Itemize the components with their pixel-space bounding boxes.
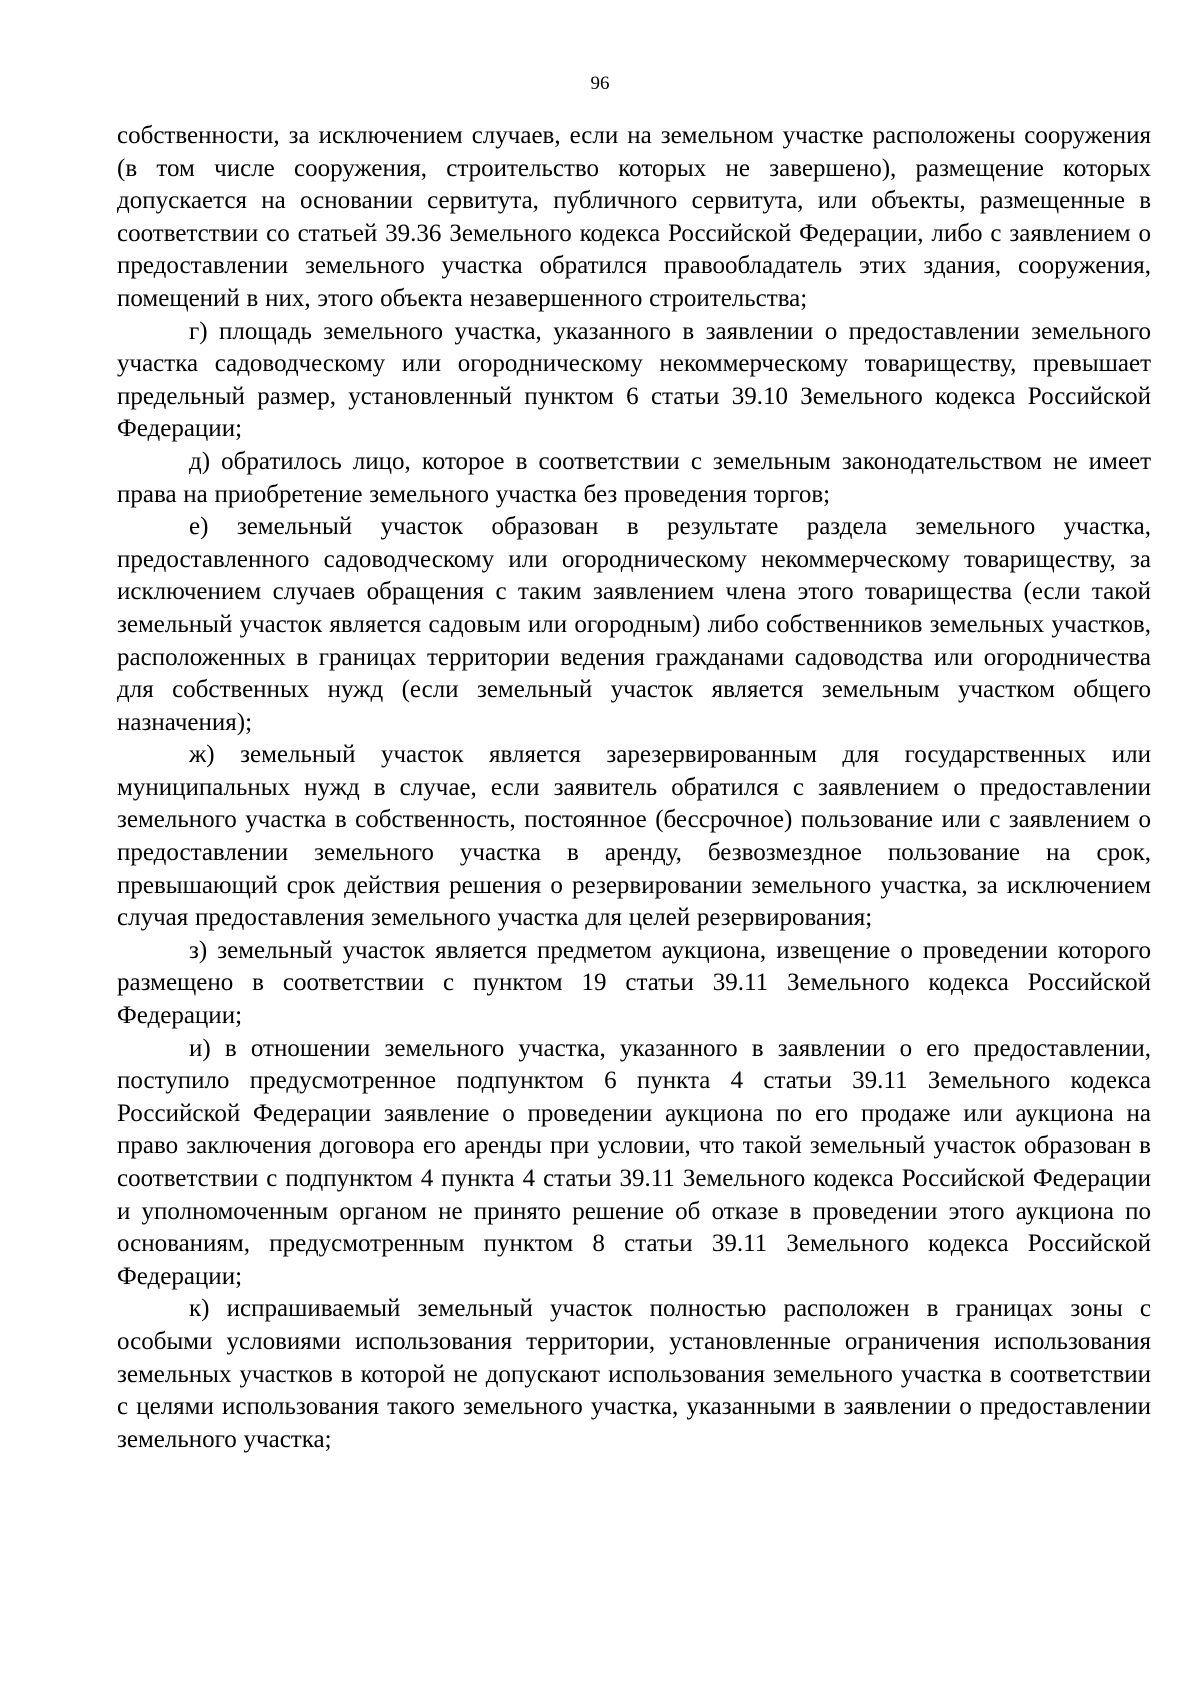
paragraph-item-zh: ж) земельный участок является зарезервированным для государственных или муниципальных нужд в случае, если заявитель обратился с заявлением о предоставлении земельного участка в собственность, постоянное (бессрочное) пользование или с заявлением о предоставлении земельного участка в аренду, безвозмездное пользование на срок, превышающий срок действия решения о резервировании земельного участка, за исключением случая предоставления земельного участка для целей резервирования;: [117, 741, 1151, 932]
paragraph-item-z: з) земельный участок является предметом аукциона, извещение о проведении которого размещено в соответствии с пунктом 19 статьи 39.11 Земельного кодекса Российской Федерации;: [117, 936, 1151, 1030]
paragraph-item-d: д) обратилось лицо, которое в соответствии с земельным законодательством не имеет права на приобретение земельного участка без проведения торгов;: [117, 447, 1151, 508]
paragraph-continuation: собственности, за исключением случаев, если на земельном участке расположены сооружения (в том числе сооружения, строительство которых не завершено), размещение которых допускается на основании сервитута, публичного сервитута, или объекты, размещенные в соответствии со статьей 39.36 Земельного кодекса Российской Федерации, либо с заявлением о предоставлении земельного участка обратился правообладатель этих здания, сооружения, помещений в них, этого объекта незавершенного строительства;: [117, 122, 1151, 312]
paragraph-item-g: г) площадь земельного участка, указанного в заявлении о предоставлении земельного участка садоводческому или огородническому некоммерческому товариществу, превышает предельный размер, установленный пунктом 6 статьи 39.10 Земельного кодекса Российской Федерации;: [117, 317, 1151, 443]
paragraph-item-i: и) в отношении земельного участка, указанного в заявлении о его предоставлении, поступило предусмотренное подпунктом 6 пункта 4 статьи 39.11 Земельного кодекса Российской Федерации заявление о проведении аукциона по его продаже или аукциона на право заключения договора его аренды при условии, что такой земельный участок образован в соответствии с подпунктом 4 пункта 4 статьи 39.11 Земельного кодекса Российской Федерации и уполномоченным органом не принято решение об отказе в проведении этого аукциона по основаниям, предусмотренным пунктом 8 статьи 39.11 Земельного кодекса Российской Федерации;: [117, 1034, 1151, 1290]
document-body: [117, 120, 1151, 1456]
paragraph-item-k: к) испрашиваемый земельный участок полностью расположен в границах зоны с особыми условиями использования территории, установленные ограничения использования земельных участков в которой не допускают использования земельного участка в соответствии с целями использования такого земельного участка, указанными в заявлении о предоставлении земельного участка;: [117, 1295, 1151, 1453]
paragraph-item-e: е) земельный участок образован в результате раздела земельного участка, предоставленного садоводческому или огородническому некоммерческому товариществу, за исключением случаев обращения с таким заявлением члена этого товарищества (если такой земельный участок является садовым или огородным) либо собственников земельных участков, расположенных в границах территории ведения гражданами садоводства или огородничества для собственных нужд (если земельный участок является земельным участком общего назначения);: [117, 513, 1151, 736]
page-number: 96: [590, 73, 610, 94]
